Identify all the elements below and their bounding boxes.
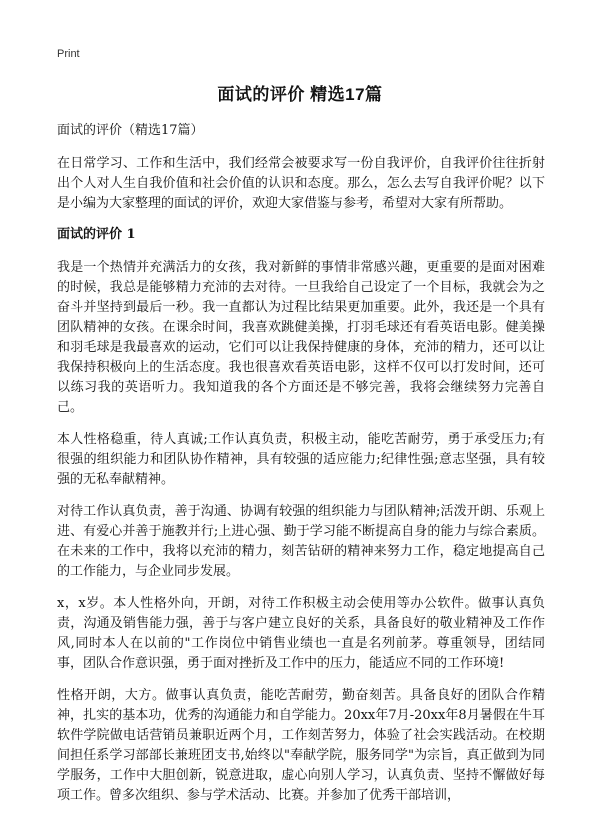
body-paragraph: x，x岁。本人性格外向，开朗，对待工作积极主动会使用等办公软件。做事认真负责，沟通及销售能力强，善于与客户建立良好的关系，具备良好的敬业精神及工作作风,同时本人在以前的"工作岗位中销售业绩也一直是名列前茅。尊重领导，团结同事，团队合作意识强，勇于面对挫折及工作中的压力，能适应不同的工作环境! [57, 596, 545, 671]
document-title: 面试的评价 精选17篇 [217, 85, 383, 104]
intro-paragraph: 在日常学习、工作和生活中，我们经常会被要求写一份自我评价，自我评价往往折射出个人对人生自我价值和社会价值的认识和态度。那么，怎么去写自我评价呢？以下是小编为大家整理的面试的评价，欢迎大家借鉴与参考，希望对大家有所帮助。 [57, 156, 545, 211]
body-paragraph: 性格开朗，大方。做事认真负责，能吃苦耐劳，勤奋刻苦。具备良好的团队合作精神，扎实的基本功，优秀的沟通能力和自学能力。20xx年7月-20xx年8月暑假在牛耳软件学院做电话营销员兼职近两个月，工作刻苦努力，体验了社会实践活动。在校期间担任系学习部部长兼班团支书,始终以"奉献学院，服务同学"为宗旨，真正做到为同学服务，工作中大胆创新，锐意进取，虚心向别人学习，认真负责、坚持不懈做好每项工作。曾多次组织、参与学术活动、比赛。并参加了优秀干部培训， [57, 688, 545, 803]
document-subtitle: 面试的评价（精选17篇） [57, 123, 204, 138]
body-paragraph: 本人性格稳重，待人真诚;工作认真负责，积极主动，能吃苦耐劳，勇于承受压力;有很强的组织能力和团队协作精神，具有较强的适应能力;纪律性强;意志坚强，具有较强的无私奉献精神。 [57, 432, 545, 487]
body-paragraph: 我是一个热情并充满活力的女孩，我对新鲜的事情非常感兴趣，更重要的是面对困难的时候，我总是能够精力充沛的去对待。一旦我给自己设定了一个目标，我就会为之奋斗并坚持到最后一秒。我一直都认为过程比结果更加重要。此外，我还是一个具有团队精神的女孩。在课余时间，我喜欢跳健美操，打羽毛球还有看英语电影。健美操和羽毛球是我最喜欢的运动，它们可以让我保持健康的身体，充沛的精力，还可以让我保持积极向上的生活态度。我也很喜欢看英语电影，这样不仅可以打发时间，还可以练习我的英语听力。我知道我的各个方面还是不够完善，我将会继续努力完善自己。 [57, 260, 545, 415]
print-link[interactable]: Print [57, 48, 80, 60]
section-heading: 面试的评价 1 [57, 227, 136, 242]
document-body [57, 122, 545, 818]
body-paragraph: 对待工作认真负责，善于沟通、协调有较强的组织能力与团队精神;活泼开朗、乐观上进、有爱心并善于施教并行;上进心强、勤于学习能不断提高自身的能力与综合素质。在未来的工作中，我将以充沛的精力，刻苦钻研的精神来努力工作，稳定地提高自己的工作能力，与企业同步发展。 [57, 504, 545, 579]
